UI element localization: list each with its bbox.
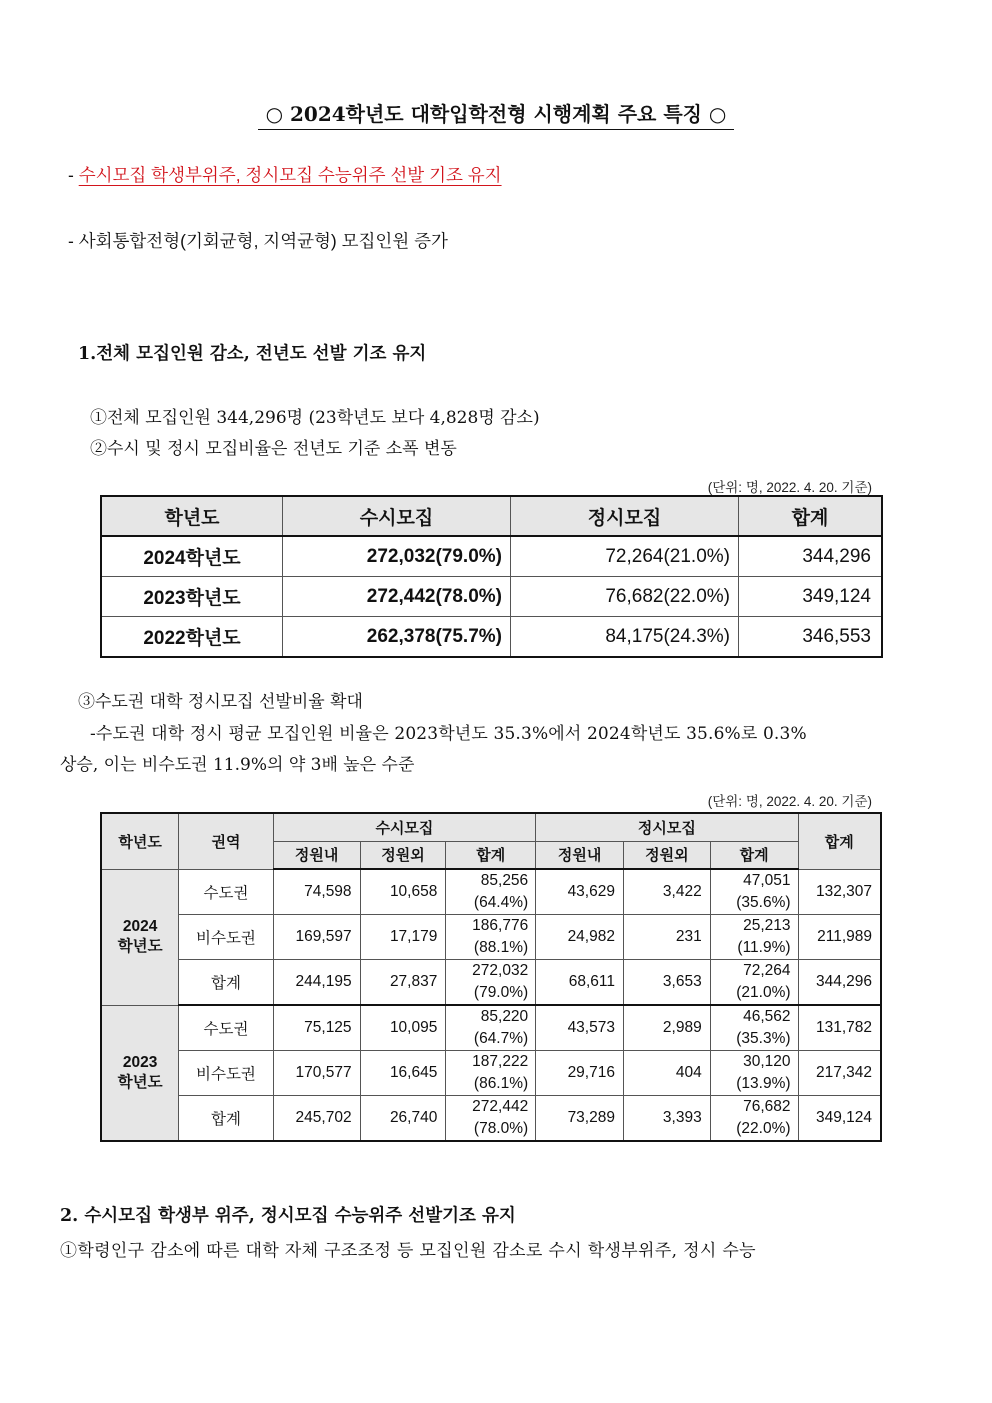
cell-year: 2024학년도 [101,536,283,577]
cell-region: 합계 [179,960,273,1006]
cell-value: 10,095 [360,1005,446,1051]
cell-value: 3,422 [623,869,710,915]
cell-value: 43,629 [536,869,624,915]
cell-susi: 272,032(79.0%) [283,536,511,577]
cell-sum: 30,120 (13.9%) [710,1051,798,1096]
col-header-region: 권역 [179,813,273,869]
cell-total: 132,307 [798,869,881,915]
table-row [101,960,881,1006]
cell-total: 344,296 [798,960,881,1006]
cell-region: 수도권 [179,1005,273,1051]
table-header-row [101,813,881,841]
group-year: 2024 학년도 [101,869,179,1005]
cell-region: 수도권 [179,869,273,915]
table-row [101,915,881,960]
col-header-out: 정원외 [360,841,446,869]
page-title: ○ 2024학년도 대학입학전형 시행계획 주요 특징 ○ [0,98,992,127]
bullet-susi-jeongsi: - 수시모집 학생부위주, 정시모집 수능위주 선발 기조 유지 [68,165,502,185]
section1-item3-line1: -수도권 대학 정시 평균 모집인원 비율은 2023학년도 35.3%에서 2024학년도 35.6%로 0.3% [90,724,807,744]
cell-sum: 187,222 (86.1%) [446,1051,536,1096]
cell-total: 217,342 [798,1051,881,1096]
cell-value: 404 [623,1051,710,1096]
cell-value: 10,658 [360,869,446,915]
table-row [101,536,882,577]
cell-susi: 262,378(75.7%) [283,617,511,658]
ratio-table [100,495,883,658]
section1-heading: 1.전체 모집인원 감소, 전년도 선발 기조 유지 [78,344,427,364]
cell-value: 73,289 [536,1096,624,1142]
cell-sum: 85,256 (64.4%) [446,869,536,915]
cell-value: 231 [623,915,710,960]
cell-value: 2,989 [623,1005,710,1051]
cell-total: 344,296 [739,536,883,577]
cell-region: 비수도권 [179,1051,273,1096]
col-header: 학년도 [101,496,283,536]
cell-total: 349,124 [798,1096,881,1142]
cell-value: 3,393 [623,1096,710,1142]
cell-sum: 272,032 (79.0%) [446,960,536,1006]
cell-susi: 272,442(78.0%) [283,577,511,617]
cell-sum: 25,213 (11.9%) [710,915,798,960]
unit-note-1: (단위: 명, 2022. 4. 20. 기준) [707,480,872,495]
highlighted-text: 수시모집 학생부위주, 정시모집 수능위주 선발 기조 유지 [78,165,502,185]
col-header-susi: 수시모집 [273,813,535,841]
cell-value: 43,573 [536,1005,624,1051]
col-header-sum: 합계 [710,841,798,869]
section1-item1: ①전체 모집인원 344,296명 (23학년도 보다 4,828명 감소) [90,408,540,428]
table-row [101,1096,881,1142]
cell-value: 3,653 [623,960,710,1006]
cell-value: 17,179 [360,915,446,960]
table-row [101,1005,881,1051]
col-header: 합계 [739,496,883,536]
cell-total: 346,553 [739,617,883,658]
col-header-out: 정원외 [623,841,710,869]
table-row [101,577,882,617]
table-row [101,617,882,658]
cell-value: 244,195 [273,960,360,1006]
col-header: 수시모집 [283,496,511,536]
cell-value: 27,837 [360,960,446,1006]
section1-item2: ②수시 및 정시 모집비율은 전년도 기준 소폭 변동 [90,439,457,459]
col-header-jeongsi: 정시모집 [536,813,798,841]
section1-item3: ③수도권 대학 정시모집 선발비율 확대 [78,692,363,712]
cell-total: 131,782 [798,1005,881,1051]
cell-value: 29,716 [536,1051,624,1096]
cell-sum: 85,220 (64.7%) [446,1005,536,1051]
col-header-in: 정원내 [273,841,360,869]
section1-item3-line2: 상승, 이는 비수도권 11.9%의 약 3배 높은 수준 [60,755,415,775]
cell-year: 2023학년도 [101,577,283,617]
cell-region: 합계 [179,1096,273,1142]
cell-value: 16,645 [360,1051,446,1096]
cell-year: 2022학년도 [101,617,283,658]
cell-jeongsi: 72,264(21.0%) [511,536,739,577]
table-header-row [101,496,882,536]
cell-total: 211,989 [798,915,881,960]
cell-value: 75,125 [273,1005,360,1051]
cell-jeongsi: 84,175(24.3%) [511,617,739,658]
cell-value: 245,702 [273,1096,360,1142]
bullet-social-integration: - 사회통합전형(기회균형, 지역균형) 모집인원 증가 [68,231,448,251]
cell-sum: 76,682 (22.0%) [710,1096,798,1142]
cell-total: 349,124 [739,577,883,617]
section2-item1: ①학령인구 감소에 따른 대학 자체 구조조정 등 모집인원 감소로 수시 학생부위주, 정시 수능 [60,1241,756,1261]
unit-note-2: (단위: 명, 2022. 4. 20. 기준) [707,794,872,809]
region-table [100,812,882,1142]
col-header: 정시모집 [511,496,739,536]
cell-value: 170,577 [273,1051,360,1096]
cell-sum: 186,776 (88.1%) [446,915,536,960]
cell-sum: 47,051 (35.6%) [710,869,798,915]
col-header-in: 정원내 [536,841,624,869]
table-row [101,1051,881,1096]
cell-sum: 46,562 (35.3%) [710,1005,798,1051]
col-header-year: 학년도 [101,813,179,869]
cell-value: 169,597 [273,915,360,960]
cell-jeongsi: 76,682(22.0%) [511,577,739,617]
col-header-total: 합계 [798,813,881,869]
col-header-sum: 합계 [446,841,536,869]
cell-value: 24,982 [536,915,624,960]
cell-value: 26,740 [360,1096,446,1142]
table-row [101,869,881,915]
group-year: 2023 학년도 [101,1005,179,1141]
cell-sum: 272,442 (78.0%) [446,1096,536,1142]
cell-region: 비수도권 [179,915,273,960]
cell-sum: 72,264 (21.0%) [710,960,798,1006]
cell-value: 74,598 [273,869,360,915]
cell-value: 68,611 [536,960,624,1006]
section2-heading: 2. 수시모집 학생부 위주, 정시모집 수능위주 선발기조 유지 [60,1206,516,1226]
